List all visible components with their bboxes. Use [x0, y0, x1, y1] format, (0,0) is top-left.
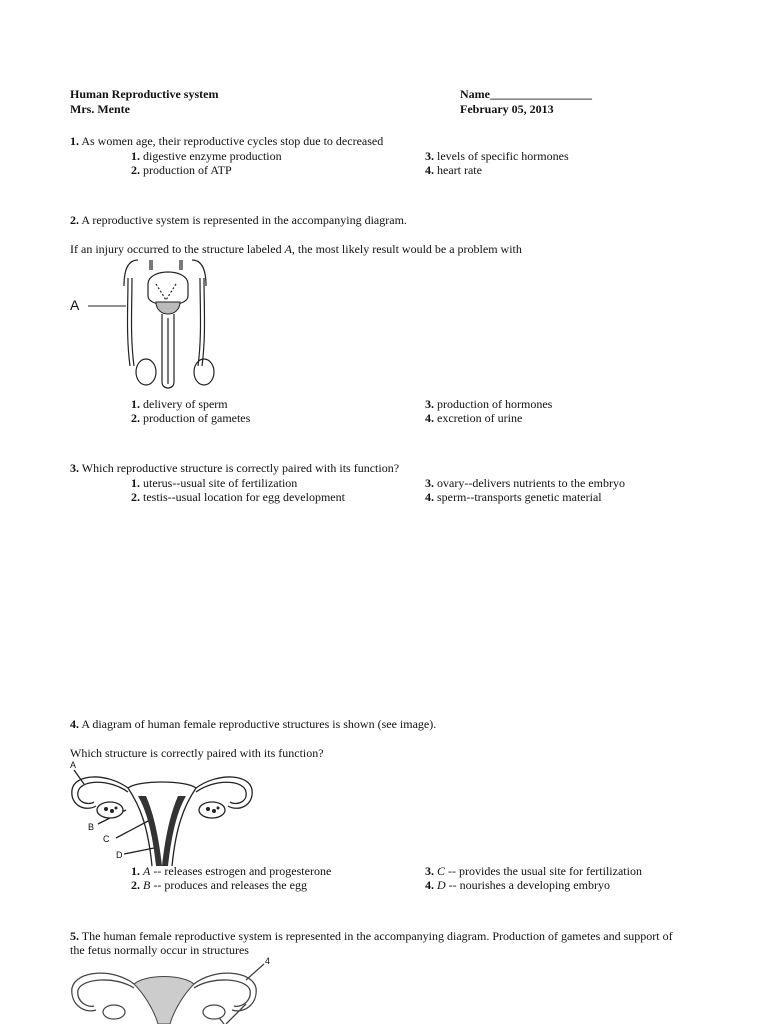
female-diagram-label-d: D — [116, 850, 123, 860]
q2-option-3: 3. production of hormones — [425, 397, 553, 411]
question-2-stem: 2. A reproductive system is represented in the accompanying diagram. — [70, 213, 407, 227]
teacher-name: Mrs. Mente — [70, 102, 130, 116]
q3-option-3: 3. ovary--delivers nutrients to the embryo — [425, 476, 625, 490]
q5-diagram-label-4: 4 — [265, 956, 271, 966]
student-name-field: Name_________________ — [460, 87, 592, 101]
q2-option-1: 1. delivery of sperm — [131, 397, 228, 411]
question-3-stem: 3. Which reproductive structure is correctly paired with its function? — [70, 461, 400, 475]
female-diagram-label-b: B — [88, 822, 95, 832]
question-5-stem-2: the fetus normally occur in structures — [70, 943, 249, 957]
question-4-stem-2: Which structure is correctly paired with its function? — [70, 746, 324, 760]
female-reproductive-diagram — [66, 766, 266, 866]
q2-option-2: 2. production of gametes — [131, 411, 251, 425]
q4-option-4: 4. D -- nourishes a developing embryo — [425, 878, 610, 892]
q1-option-4: 4. heart rate — [425, 163, 482, 177]
female-diagram-label-c: C — [103, 834, 110, 844]
worksheet-date: February 05, 2013 — [460, 102, 554, 116]
male-reproductive-diagram — [66, 256, 236, 396]
q1-option-3: 3. levels of specific hormones — [425, 149, 569, 163]
q4-option-2: 2. B -- produces and releases the egg — [131, 878, 307, 892]
q3-option-2: 2. testis--usual location for egg development — [131, 490, 345, 504]
worksheet-title: Human Reproductive system — [70, 87, 219, 101]
female-diagram-label-a: A — [70, 760, 77, 770]
q3-option-1: 1. uterus--usual site of fertilization — [131, 476, 298, 490]
question-2-stem-2: If an injury occurred to the structure labeled A, the most likely result would be a problem with — [70, 242, 522, 256]
q5-female-reproductive-diagram — [66, 960, 266, 1024]
q1-option-1: 1. digestive enzyme production — [131, 149, 282, 163]
q4-option-1: 1. A -- releases estrogen and progesterone — [131, 864, 332, 878]
question-text: As women age, their reproductive cycles stop due to decreased — [81, 134, 384, 148]
q1-option-2: 2. production of ATP — [131, 163, 232, 177]
question-number: 1. — [70, 134, 79, 148]
question-5-stem: 5. The human female reproductive system is represented in the accompanying diagram. Production of gametes and support of — [70, 929, 673, 943]
question-1-stem — [70, 134, 383, 148]
q4-option-3: 3. C -- provides the usual site for fertilization — [425, 864, 642, 878]
q3-option-4: 4. sperm--transports genetic material — [425, 490, 602, 504]
question-4-stem: 4. A diagram of human female reproductive structures is shown (see image). — [70, 717, 437, 731]
diagram-label-a: A — [70, 297, 80, 313]
q2-option-4: 4. excretion of urine — [425, 411, 523, 425]
